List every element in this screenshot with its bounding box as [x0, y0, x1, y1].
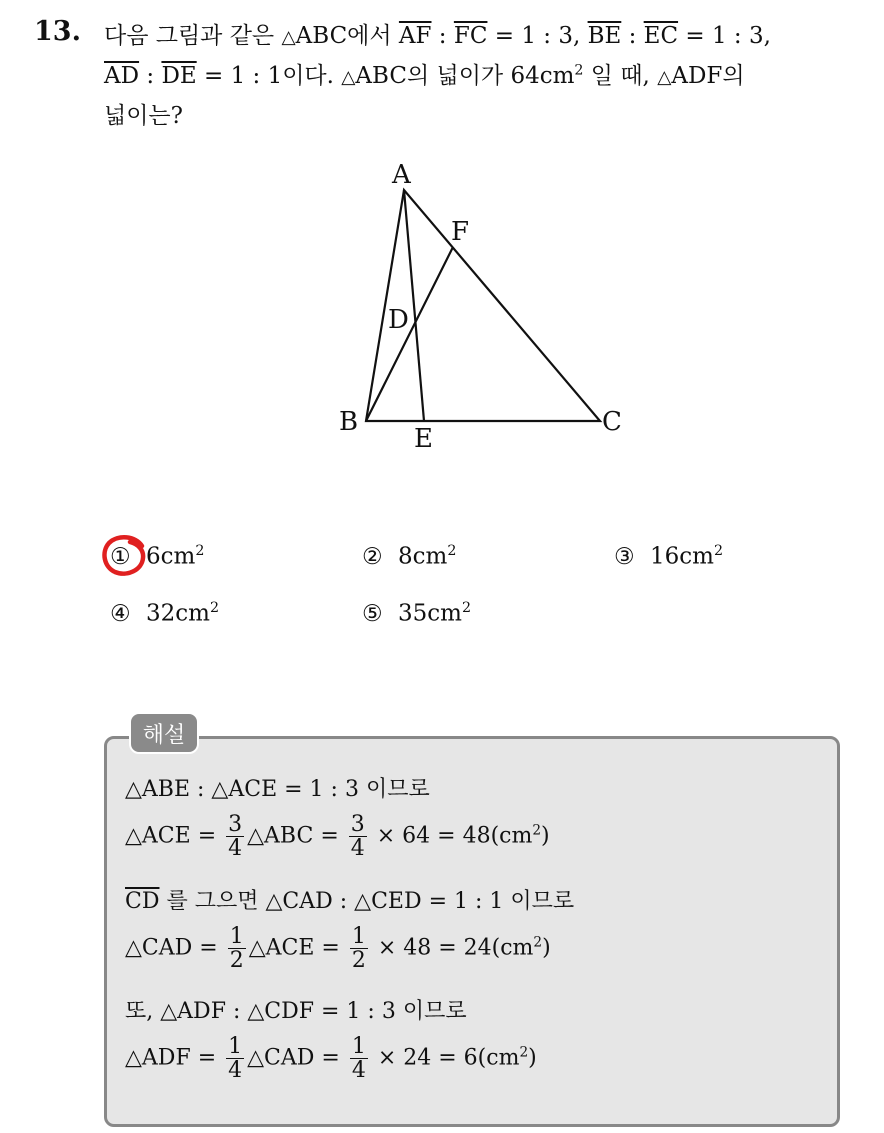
question-text: 이다.: [282, 63, 342, 89]
superscript: 2: [461, 600, 472, 616]
fraction: [350, 1035, 368, 1082]
question-line-2: [104, 57, 745, 90]
choice-number: ④: [110, 600, 131, 627]
fraction: [349, 813, 367, 860]
solution-line-4: [125, 925, 551, 972]
choice-number: ⑤: [362, 600, 383, 627]
solution-math: △CAD =: [125, 935, 225, 961]
numerator: 3: [350, 812, 365, 837]
triangle-symbol: △: [657, 67, 672, 88]
colon: :: [139, 63, 162, 89]
solution-math: △CAD =: [247, 1045, 347, 1071]
solution-math: △ABC =: [247, 823, 346, 849]
question-number: 13.: [34, 16, 81, 47]
fraction: [226, 1035, 244, 1082]
solution-math: △ACE =: [248, 935, 347, 961]
triangle-name: ABC: [355, 63, 407, 89]
denominator: 4: [351, 1058, 366, 1084]
triangle-symbol: △: [281, 27, 296, 48]
colon: :: [431, 23, 454, 49]
ratio-text: = 1 : 3,: [678, 23, 771, 49]
denominator: 4: [350, 836, 365, 862]
superscript: 2: [574, 62, 584, 79]
question-text: 다음 그림과 같은: [104, 23, 282, 49]
segment-bf: [366, 247, 453, 421]
solution-line-3: [125, 884, 574, 915]
denominator: 2: [229, 948, 244, 974]
question-line-1: [104, 17, 771, 50]
triangle-symbol: △: [341, 67, 356, 88]
solution-text: 이므로: [358, 777, 430, 802]
fraction: [350, 925, 368, 972]
solution-math: △CAD : △CED = 1 : 1: [265, 889, 504, 914]
denominator: 4: [228, 1058, 243, 1084]
segment-af: $\overline{AF}$: [398, 23, 432, 49]
solution-math: × 64 = 48(cm: [369, 823, 533, 849]
solution-math: △ADF : △CDF = 1 : 3: [160, 999, 396, 1024]
solution-math: △ABE : △ACE = 1 : 3: [125, 777, 359, 802]
question-text: 의 넓이가 64cm: [406, 63, 575, 89]
label-c: C: [602, 407, 622, 437]
segment-ad: $\overline{AD}$: [104, 63, 140, 89]
triangle-name: ABC: [295, 23, 348, 49]
segment-cd: $\overline{CD}$: [125, 889, 160, 914]
segment-de: $\overline{DE}$: [161, 63, 197, 89]
label-d: D: [388, 305, 409, 335]
solution-text: 이므로: [395, 999, 467, 1024]
answer-mark-circle-icon: [100, 532, 150, 578]
ratio-text: = 1 : 1: [196, 63, 283, 89]
denominator: 2: [351, 948, 366, 974]
solution-math: ): [541, 823, 550, 849]
solution-math: × 24 = 6(cm: [370, 1045, 520, 1071]
superscript: 2: [209, 600, 220, 616]
solution-text: 이므로: [503, 889, 575, 914]
triangle-figure: [320, 150, 640, 460]
superscript: 2: [533, 934, 543, 951]
choice-value: 6cm: [146, 543, 196, 570]
solution-math: ): [528, 1045, 537, 1071]
choice-5[interactable]: [362, 600, 471, 627]
solution-line-6: [125, 1035, 537, 1082]
ratio-text: = 1 : 3,: [487, 23, 588, 49]
choice-value: 35cm: [398, 600, 462, 627]
question-line-3: 넓이는?: [104, 103, 183, 129]
segment-be: $\overline{BE}$: [587, 23, 622, 49]
solution-line-5: [125, 994, 467, 1025]
solution-math: △ACE =: [125, 823, 224, 849]
numerator: 3: [228, 812, 243, 837]
choice-number: ③: [614, 543, 635, 570]
solution-tag: 해설: [129, 712, 199, 754]
triangle-name: ADF: [671, 63, 723, 89]
choice-value: 8cm: [398, 543, 448, 570]
numerator: 1: [351, 924, 366, 949]
fraction: [226, 813, 244, 860]
label-f: F: [451, 217, 470, 247]
superscript: 2: [519, 1044, 529, 1061]
choice-number: ①: [110, 543, 131, 570]
label-e: E: [414, 424, 433, 454]
superscript: 2: [195, 543, 205, 559]
solution-text: 또,: [125, 999, 161, 1024]
colon: :: [621, 23, 644, 49]
solution-text: 를 그으면: [159, 889, 266, 914]
solution-line-1: [125, 772, 430, 803]
label-b: B: [339, 407, 359, 437]
choice-2[interactable]: [362, 543, 456, 570]
label-a: A: [392, 160, 411, 190]
numerator: 1: [229, 924, 244, 949]
choice-number: ②: [362, 543, 383, 570]
denominator: 4: [228, 836, 243, 862]
solution-math: × 48 = 24(cm: [370, 935, 534, 961]
choice-3[interactable]: [614, 543, 723, 570]
question-text: 일 때,: [583, 63, 658, 89]
solution-math: ): [542, 935, 551, 961]
numerator: 1: [351, 1034, 366, 1059]
choice-4[interactable]: [110, 600, 219, 627]
segment-ec: $\overline{EC}$: [643, 23, 679, 49]
question-text: 에서: [347, 23, 399, 49]
superscript: 2: [532, 822, 542, 839]
solution-math: △ADF =: [125, 1045, 224, 1071]
question-text: 의: [722, 63, 745, 89]
segment-fc: $\overline{FC}$: [453, 23, 488, 49]
solution-line-2: [125, 813, 550, 860]
superscript: 2: [713, 543, 724, 559]
superscript: 2: [447, 543, 457, 559]
fraction: [228, 925, 246, 972]
choice-value: 32cm: [146, 600, 210, 627]
numerator: 1: [228, 1034, 243, 1059]
choice-value: 16cm: [650, 543, 714, 570]
